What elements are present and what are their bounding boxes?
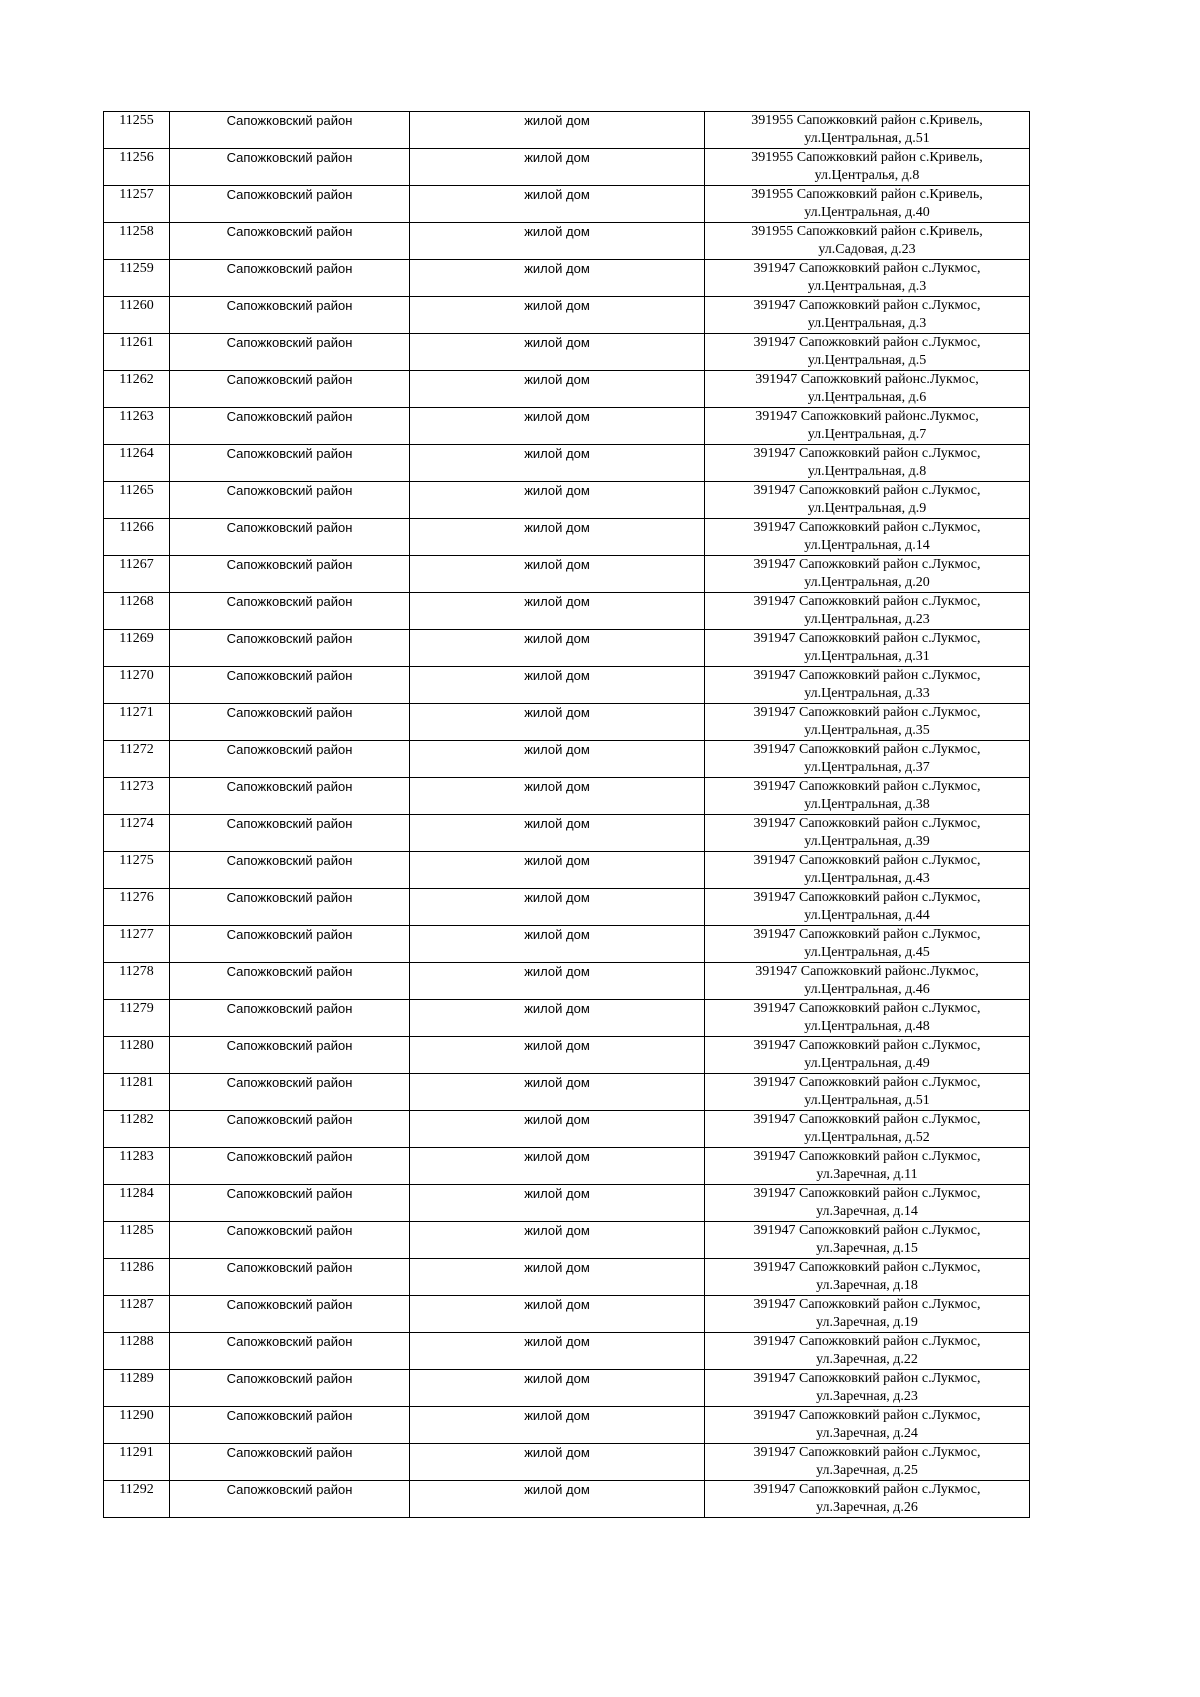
row-number-cell: 11284 bbox=[104, 1185, 170, 1222]
table-row bbox=[104, 1296, 1030, 1333]
table-row bbox=[104, 1185, 1030, 1222]
address-line-2: ул.Центральная, д.37 bbox=[804, 760, 930, 775]
address-cell bbox=[705, 1259, 1030, 1296]
address-line-2: ул.Заречная, д.25 bbox=[816, 1463, 918, 1478]
address-line-2: ул.Центральная, д.45 bbox=[804, 945, 930, 960]
row-number-cell: 11279 bbox=[104, 1000, 170, 1037]
district-cell: Сапожковский район bbox=[170, 1296, 410, 1333]
row-number-cell: 11262 bbox=[104, 371, 170, 408]
row-number-cell: 11276 bbox=[104, 889, 170, 926]
address-line-1: 391947 Сапожковкий район с.Лукмос, bbox=[753, 1408, 981, 1423]
address-cell bbox=[705, 1444, 1030, 1481]
object-type-cell: жилой дом bbox=[410, 1481, 705, 1518]
row-number-cell: 11288 bbox=[104, 1333, 170, 1370]
address-cell bbox=[705, 1222, 1030, 1259]
district-cell: Сапожковский район bbox=[170, 667, 410, 704]
address-line-2: ул.Заречная, д.19 bbox=[816, 1315, 918, 1330]
table-row bbox=[104, 1481, 1030, 1518]
address-line-2: ул.Центральная, д.33 bbox=[804, 686, 930, 701]
address-line-1: 391947 Сапожковкий район с.Лукмос, bbox=[753, 483, 981, 498]
address-line-2: ул.Центральная, д.44 bbox=[804, 908, 930, 923]
object-type-cell: жилой дом bbox=[410, 1407, 705, 1444]
row-number-cell: 11291 bbox=[104, 1444, 170, 1481]
district-cell: Сапожковский район bbox=[170, 1407, 410, 1444]
object-type-cell: жилой дом bbox=[410, 630, 705, 667]
row-number-cell: 11271 bbox=[104, 704, 170, 741]
address-line-2: ул.Центральная, д.5 bbox=[807, 353, 927, 368]
row-number-cell: 11265 bbox=[104, 482, 170, 519]
address-cell bbox=[705, 1000, 1030, 1037]
address-line-2: ул.Центральная, д.52 bbox=[804, 1130, 930, 1145]
table-row bbox=[104, 408, 1030, 445]
address-cell bbox=[705, 704, 1030, 741]
registry-table-body bbox=[104, 112, 1030, 1518]
address-cell bbox=[705, 1296, 1030, 1333]
row-number-cell: 11267 bbox=[104, 556, 170, 593]
address-cell bbox=[705, 889, 1030, 926]
row-number-cell: 11259 bbox=[104, 260, 170, 297]
district-cell: Сапожковский район bbox=[170, 556, 410, 593]
address-cell bbox=[705, 667, 1030, 704]
district-cell: Сапожковский район bbox=[170, 1333, 410, 1370]
district-cell: Сапожковский район bbox=[170, 1185, 410, 1222]
address-line-2: ул.Центральная, д.31 bbox=[804, 649, 930, 664]
address-cell bbox=[705, 593, 1030, 630]
address-line-1: 391947 Сапожковкий район с.Лукмос, bbox=[753, 668, 981, 683]
district-cell: Сапожковский район bbox=[170, 926, 410, 963]
address-line-1: 391947 Сапожковкий район с.Лукмос, bbox=[753, 705, 981, 720]
address-line-1: 391947 Сапожковкий районс.Лукмос, bbox=[755, 409, 979, 424]
table-row bbox=[104, 297, 1030, 334]
object-type-cell: жилой дом bbox=[410, 704, 705, 741]
table-row bbox=[104, 1148, 1030, 1185]
object-type-cell: жилой дом bbox=[410, 445, 705, 482]
row-number-cell: 11283 bbox=[104, 1148, 170, 1185]
row-number-cell: 11257 bbox=[104, 186, 170, 223]
address-cell bbox=[705, 852, 1030, 889]
address-cell bbox=[705, 408, 1030, 445]
table-row bbox=[104, 778, 1030, 815]
object-type-cell: жилой дом bbox=[410, 1296, 705, 1333]
address-line-2: ул.Центральная, д.51 bbox=[804, 1093, 930, 1108]
address-line-2: ул.Центральная, д.43 bbox=[804, 871, 930, 886]
object-type-cell: жилой дом bbox=[410, 408, 705, 445]
address-line-1: 391947 Сапожковкий район с.Лукмос, bbox=[753, 557, 981, 572]
district-cell: Сапожковский район bbox=[170, 963, 410, 1000]
table-row bbox=[104, 1111, 1030, 1148]
table-row bbox=[104, 815, 1030, 852]
address-line-1: 391947 Сапожковкий районс.Лукмос, bbox=[755, 372, 979, 387]
table-row bbox=[104, 260, 1030, 297]
address-cell bbox=[705, 556, 1030, 593]
address-line-1: 391947 Сапожковкий район с.Лукмос, bbox=[753, 1186, 981, 1201]
address-line-2: ул.Заречная, д.24 bbox=[816, 1426, 918, 1441]
district-cell: Сапожковский район bbox=[170, 334, 410, 371]
district-cell: Сапожковский район bbox=[170, 371, 410, 408]
table-row bbox=[104, 741, 1030, 778]
district-cell: Сапожковский район bbox=[170, 482, 410, 519]
address-line-1: 391947 Сапожковкий район с.Лукмос, bbox=[753, 335, 981, 350]
address-line-2: ул.Центральная, д.40 bbox=[804, 205, 930, 220]
address-line-1: 391947 Сапожковкий район с.Лукмос, bbox=[753, 1038, 981, 1053]
address-cell bbox=[705, 926, 1030, 963]
object-type-cell: жилой дом bbox=[410, 371, 705, 408]
district-cell: Сапожковский район bbox=[170, 519, 410, 556]
address-line-1: 391947 Сапожковкий район с.Лукмос, bbox=[753, 261, 981, 276]
address-line-1: 391947 Сапожковкий район с.Лукмос, bbox=[753, 1371, 981, 1386]
object-type-cell: жилой дом bbox=[410, 186, 705, 223]
address-cell bbox=[705, 334, 1030, 371]
table-row bbox=[104, 889, 1030, 926]
address-cell bbox=[705, 1481, 1030, 1518]
row-number-cell: 11289 bbox=[104, 1370, 170, 1407]
object-type-cell: жилой дом bbox=[410, 593, 705, 630]
address-line-1: 391947 Сапожковкий район с.Лукмос, bbox=[753, 631, 981, 646]
object-type-cell: жилой дом bbox=[410, 149, 705, 186]
address-line-2: ул.Центральная, д.6 bbox=[807, 390, 927, 405]
table-row bbox=[104, 334, 1030, 371]
table-row bbox=[104, 112, 1030, 149]
address-line-1: 391947 Сапожковкий район с.Лукмос, bbox=[753, 927, 981, 942]
address-line-2: ул.Заречная, д.11 bbox=[816, 1167, 918, 1182]
address-line-1: 391955 Сапожковкий район с.Кривель, bbox=[751, 150, 983, 165]
row-number-cell: 11266 bbox=[104, 519, 170, 556]
address-line-1: 391947 Сапожковкий район с.Лукмос, bbox=[753, 1223, 981, 1238]
table-row bbox=[104, 1370, 1030, 1407]
address-line-2: ул.Садовая, д.23 bbox=[818, 242, 916, 257]
row-number-cell: 11292 bbox=[104, 1481, 170, 1518]
row-number-cell: 11285 bbox=[104, 1222, 170, 1259]
address-line-1: 391947 Сапожковкий район с.Лукмос, bbox=[753, 890, 981, 905]
address-cell bbox=[705, 519, 1030, 556]
address-cell bbox=[705, 1037, 1030, 1074]
address-cell bbox=[705, 1407, 1030, 1444]
object-type-cell: жилой дом bbox=[410, 1370, 705, 1407]
district-cell: Сапожковский район bbox=[170, 1259, 410, 1296]
table-row bbox=[104, 667, 1030, 704]
address-line-2: ул.Центральная, д.35 bbox=[804, 723, 930, 738]
address-line-2: ул.Центральная, д.14 bbox=[804, 538, 930, 553]
address-cell bbox=[705, 297, 1030, 334]
address-line-2: ул.Центральная, д.39 bbox=[804, 834, 930, 849]
object-type-cell: жилой дом bbox=[410, 223, 705, 260]
address-line-2: ул.Заречная, д.26 bbox=[816, 1500, 918, 1515]
object-type-cell: жилой дом bbox=[410, 112, 705, 149]
table-row bbox=[104, 1333, 1030, 1370]
row-number-cell: 11270 bbox=[104, 667, 170, 704]
address-cell bbox=[705, 815, 1030, 852]
row-number-cell: 11260 bbox=[104, 297, 170, 334]
district-cell: Сапожковский район bbox=[170, 1148, 410, 1185]
address-line-2: ул.Центральная, д.9 bbox=[807, 501, 927, 516]
address-cell bbox=[705, 371, 1030, 408]
district-cell: Сапожковский район bbox=[170, 1481, 410, 1518]
district-cell: Сапожковский район bbox=[170, 815, 410, 852]
address-line-2: ул.Заречная, д.18 bbox=[816, 1278, 918, 1293]
district-cell: Сапожковский район bbox=[170, 1000, 410, 1037]
district-cell: Сапожковский район bbox=[170, 1074, 410, 1111]
object-type-cell: жилой дом bbox=[410, 1074, 705, 1111]
object-type-cell: жилой дом bbox=[410, 334, 705, 371]
district-cell: Сапожковский район bbox=[170, 112, 410, 149]
address-line-1: 391947 Сапожковкий район с.Лукмос, bbox=[753, 1334, 981, 1349]
address-line-1: 391947 Сапожковкий район с.Лукмос, bbox=[753, 298, 981, 313]
object-type-cell: жилой дом bbox=[410, 1222, 705, 1259]
table-row bbox=[104, 1222, 1030, 1259]
object-type-cell: жилой дом bbox=[410, 1185, 705, 1222]
object-type-cell: жилой дом bbox=[410, 1000, 705, 1037]
address-line-1: 391947 Сапожковкий район с.Лукмос, bbox=[753, 1112, 981, 1127]
address-line-1: 391947 Сапожковкий район с.Лукмос, bbox=[753, 1075, 981, 1090]
object-type-cell: жилой дом bbox=[410, 519, 705, 556]
object-type-cell: жилой дом bbox=[410, 1148, 705, 1185]
row-number-cell: 11258 bbox=[104, 223, 170, 260]
address-line-1: 391947 Сапожковкий район с.Лукмос, bbox=[753, 1482, 981, 1497]
table-row bbox=[104, 1037, 1030, 1074]
table-row bbox=[104, 1259, 1030, 1296]
table-row bbox=[104, 1407, 1030, 1444]
district-cell: Сапожковский район bbox=[170, 149, 410, 186]
registry-table bbox=[103, 111, 1030, 1518]
district-cell: Сапожковский район bbox=[170, 889, 410, 926]
object-type-cell: жилой дом bbox=[410, 889, 705, 926]
address-line-2: ул.Центральная, д.8 bbox=[807, 464, 927, 479]
row-number-cell: 11272 bbox=[104, 741, 170, 778]
address-line-2: ул.Центральная, д.48 bbox=[804, 1019, 930, 1034]
address-cell bbox=[705, 1074, 1030, 1111]
row-number-cell: 11261 bbox=[104, 334, 170, 371]
address-line-2: ул.Заречная, д.22 bbox=[816, 1352, 918, 1367]
district-cell: Сапожковский район bbox=[170, 852, 410, 889]
object-type-cell: жилой дом bbox=[410, 778, 705, 815]
address-cell bbox=[705, 1111, 1030, 1148]
district-cell: Сапожковский район bbox=[170, 260, 410, 297]
row-number-cell: 11275 bbox=[104, 852, 170, 889]
table-row bbox=[104, 149, 1030, 186]
address-line-1: 391947 Сапожковкий район с.Лукмос, bbox=[753, 742, 981, 757]
address-line-2: ул.Заречная, д.23 bbox=[816, 1389, 918, 1404]
table-row bbox=[104, 1074, 1030, 1111]
table-row bbox=[104, 519, 1030, 556]
object-type-cell: жилой дом bbox=[410, 667, 705, 704]
table-row bbox=[104, 556, 1030, 593]
address-cell bbox=[705, 260, 1030, 297]
object-type-cell: жилой дом bbox=[410, 1444, 705, 1481]
row-number-cell: 11255 bbox=[104, 112, 170, 149]
address-cell bbox=[705, 741, 1030, 778]
address-line-1: 391947 Сапожковкий район с.Лукмос, bbox=[753, 520, 981, 535]
address-line-2: ул.Центральная, д.49 bbox=[804, 1056, 930, 1071]
address-line-1: 391947 Сапожковкий район с.Лукмос, bbox=[753, 1260, 981, 1275]
address-line-2: ул.Центральная, д.38 bbox=[804, 797, 930, 812]
address-line-1: 391947 Сапожковкий район с.Лукмос, bbox=[753, 1297, 981, 1312]
address-cell bbox=[705, 223, 1030, 260]
table-row bbox=[104, 852, 1030, 889]
address-cell bbox=[705, 1148, 1030, 1185]
address-line-2: ул.Центральная, д.51 bbox=[804, 131, 930, 146]
address-cell bbox=[705, 112, 1030, 149]
row-number-cell: 11268 bbox=[104, 593, 170, 630]
address-cell bbox=[705, 186, 1030, 223]
table-row bbox=[104, 926, 1030, 963]
object-type-cell: жилой дом bbox=[410, 926, 705, 963]
address-line-1: 391955 Сапожковкий район с.Кривель, bbox=[751, 113, 983, 128]
object-type-cell: жилой дом bbox=[410, 482, 705, 519]
address-cell bbox=[705, 778, 1030, 815]
row-number-cell: 11287 bbox=[104, 1296, 170, 1333]
district-cell: Сапожковский район bbox=[170, 1370, 410, 1407]
table-row bbox=[104, 223, 1030, 260]
district-cell: Сапожковский район bbox=[170, 1222, 410, 1259]
table-row bbox=[104, 1000, 1030, 1037]
address-line-1: 391947 Сапожковкий районс.Лукмос, bbox=[755, 964, 979, 979]
row-number-cell: 11278 bbox=[104, 963, 170, 1000]
address-line-2: ул.Центральная, д.7 bbox=[807, 427, 927, 442]
address-line-1: 391947 Сапожковкий район с.Лукмос, bbox=[753, 446, 981, 461]
district-cell: Сапожковский район bbox=[170, 223, 410, 260]
address-line-1: 391947 Сапожковкий район с.Лукмос, bbox=[753, 816, 981, 831]
district-cell: Сапожковский район bbox=[170, 704, 410, 741]
object-type-cell: жилой дом bbox=[410, 1259, 705, 1296]
row-number-cell: 11263 bbox=[104, 408, 170, 445]
table-row bbox=[104, 963, 1030, 1000]
table-row bbox=[104, 1444, 1030, 1481]
district-cell: Сапожковский район bbox=[170, 741, 410, 778]
address-line-2: ул.Заречная, д.14 bbox=[816, 1204, 918, 1219]
address-line-2: ул.Центральная, д.3 bbox=[807, 316, 927, 331]
table-row bbox=[104, 630, 1030, 667]
address-line-1: 391955 Сапожковкий район с.Кривель, bbox=[751, 224, 983, 239]
address-cell bbox=[705, 149, 1030, 186]
address-line-2: ул.Центральная, д.23 bbox=[804, 612, 930, 627]
district-cell: Сапожковский район bbox=[170, 778, 410, 815]
object-type-cell: жилой дом bbox=[410, 852, 705, 889]
object-type-cell: жилой дом bbox=[410, 1111, 705, 1148]
object-type-cell: жилой дом bbox=[410, 963, 705, 1000]
table-row bbox=[104, 482, 1030, 519]
address-cell bbox=[705, 445, 1030, 482]
row-number-cell: 11277 bbox=[104, 926, 170, 963]
address-cell bbox=[705, 482, 1030, 519]
object-type-cell: жилой дом bbox=[410, 741, 705, 778]
address-line-2: ул.Заречная, д.15 bbox=[816, 1241, 918, 1256]
table-row bbox=[104, 593, 1030, 630]
address-line-1: 391947 Сапожковкий район с.Лукмос, bbox=[753, 594, 981, 609]
table-row bbox=[104, 371, 1030, 408]
row-number-cell: 11281 bbox=[104, 1074, 170, 1111]
address-line-1: 391947 Сапожковкий район с.Лукмос, bbox=[753, 1001, 981, 1016]
district-cell: Сапожковский район bbox=[170, 1444, 410, 1481]
address-line-1: 391947 Сапожковкий район с.Лукмос, bbox=[753, 1149, 981, 1164]
row-number-cell: 11290 bbox=[104, 1407, 170, 1444]
address-cell bbox=[705, 630, 1030, 667]
address-line-1: 391947 Сапожковкий район с.Лукмос, bbox=[753, 1445, 981, 1460]
row-number-cell: 11282 bbox=[104, 1111, 170, 1148]
district-cell: Сапожковский район bbox=[170, 1111, 410, 1148]
row-number-cell: 11256 bbox=[104, 149, 170, 186]
object-type-cell: жилой дом bbox=[410, 297, 705, 334]
row-number-cell: 11269 bbox=[104, 630, 170, 667]
address-line-2: ул.Центральная, д.46 bbox=[804, 982, 930, 997]
address-line-2: ул.Центральная, д.3 bbox=[807, 279, 927, 294]
address-line-2: ул.Центральная, д.20 bbox=[804, 575, 930, 590]
address-cell bbox=[705, 963, 1030, 1000]
table-row bbox=[104, 445, 1030, 482]
district-cell: Сапожковский район bbox=[170, 1037, 410, 1074]
table-row bbox=[104, 704, 1030, 741]
object-type-cell: жилой дом bbox=[410, 815, 705, 852]
table-row bbox=[104, 186, 1030, 223]
district-cell: Сапожковский район bbox=[170, 445, 410, 482]
object-type-cell: жилой дом bbox=[410, 260, 705, 297]
district-cell: Сапожковский район bbox=[170, 630, 410, 667]
address-line-1: 391955 Сапожковкий район с.Кривель, bbox=[751, 187, 983, 202]
row-number-cell: 11280 bbox=[104, 1037, 170, 1074]
address-line-1: 391947 Сапожковкий район с.Лукмос, bbox=[753, 779, 981, 794]
district-cell: Сапожковский район bbox=[170, 297, 410, 334]
address-cell bbox=[705, 1370, 1030, 1407]
object-type-cell: жилой дом bbox=[410, 556, 705, 593]
object-type-cell: жилой дом bbox=[410, 1333, 705, 1370]
row-number-cell: 11264 bbox=[104, 445, 170, 482]
address-line-1: 391947 Сапожковкий район с.Лукмос, bbox=[753, 853, 981, 868]
district-cell: Сапожковский район bbox=[170, 408, 410, 445]
address-line-2: ул.Централья, д.8 bbox=[814, 168, 920, 183]
object-type-cell: жилой дом bbox=[410, 1037, 705, 1074]
address-cell bbox=[705, 1185, 1030, 1222]
row-number-cell: 11286 bbox=[104, 1259, 170, 1296]
district-cell: Сапожковский район bbox=[170, 186, 410, 223]
row-number-cell: 11273 bbox=[104, 778, 170, 815]
district-cell: Сапожковский район bbox=[170, 593, 410, 630]
address-cell bbox=[705, 1333, 1030, 1370]
row-number-cell: 11274 bbox=[104, 815, 170, 852]
